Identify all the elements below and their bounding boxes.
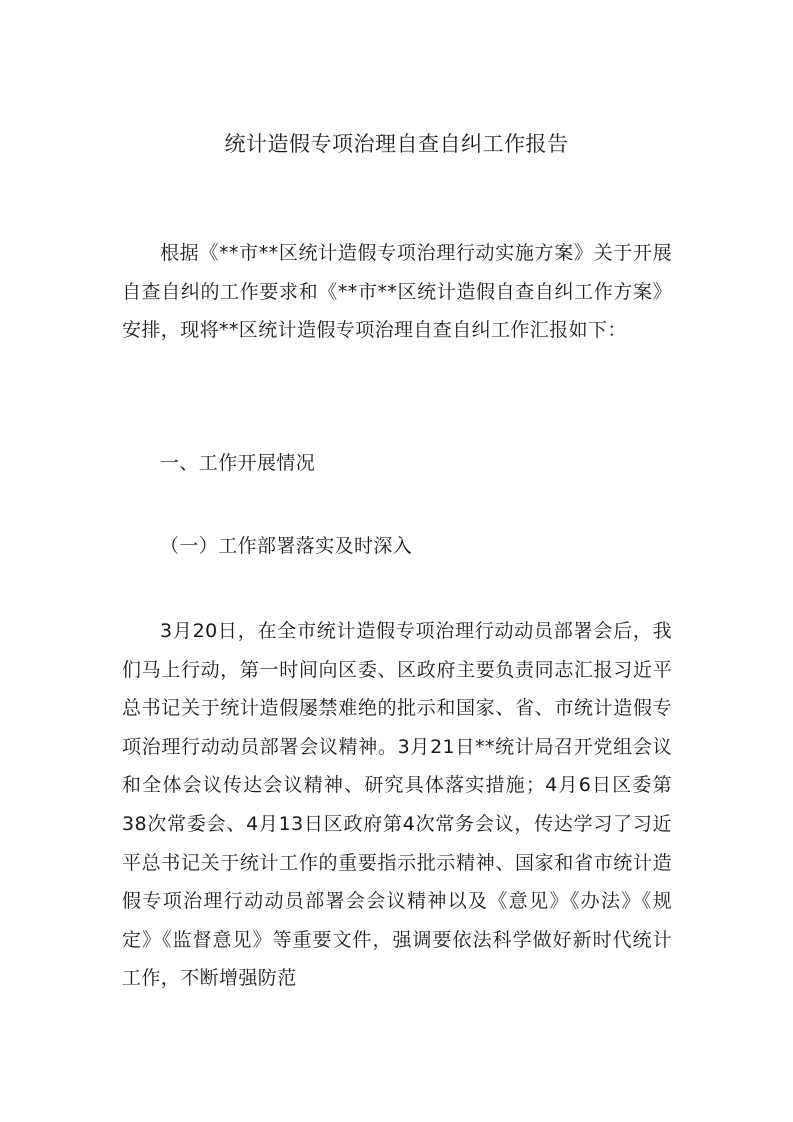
section-heading: 一、工作开展情况 — [160, 452, 316, 474]
document-title: 统计造假专项治理自查自纠工作报告 — [224, 132, 569, 156]
intro-paragraph: 根据《**市**区统计造假专项治理行动实施方案》关于开展自查自纠的工作要求和《**市**区统计造假自查自纠工作方案》安排，现将**区统计造假专项治理自查自纠工作汇报如下： — [122, 242, 672, 342]
subsection-heading: （一）工作部署落实及时深入 — [160, 535, 413, 557]
body-paragraph: 3月20日，在全市统计造假专项治理行动动员部署会后，我们马上行动，第一时间向区委、区政府主要负责同志汇报习近平总书记关于统计造假屡禁难绝的批示和国家、省、市统计造假专项治理行动动员部署会议精神。3月21日**统计局召开党组会议和全体会议传达会议精神、研究具体落实措施；4月6日区委第38次常委会、4月13日区政府第4次常务会议，传达学习了习近平总书记关于统计工作的重要指示批示精神、国家和省市统计造假专项治理行动动员部署会会议精神以及《意见》《办法》《规定》《监督意见》等重要文件，强调要依法科学做好新时代统计工作，不断增强防范 — [122, 620, 672, 990]
